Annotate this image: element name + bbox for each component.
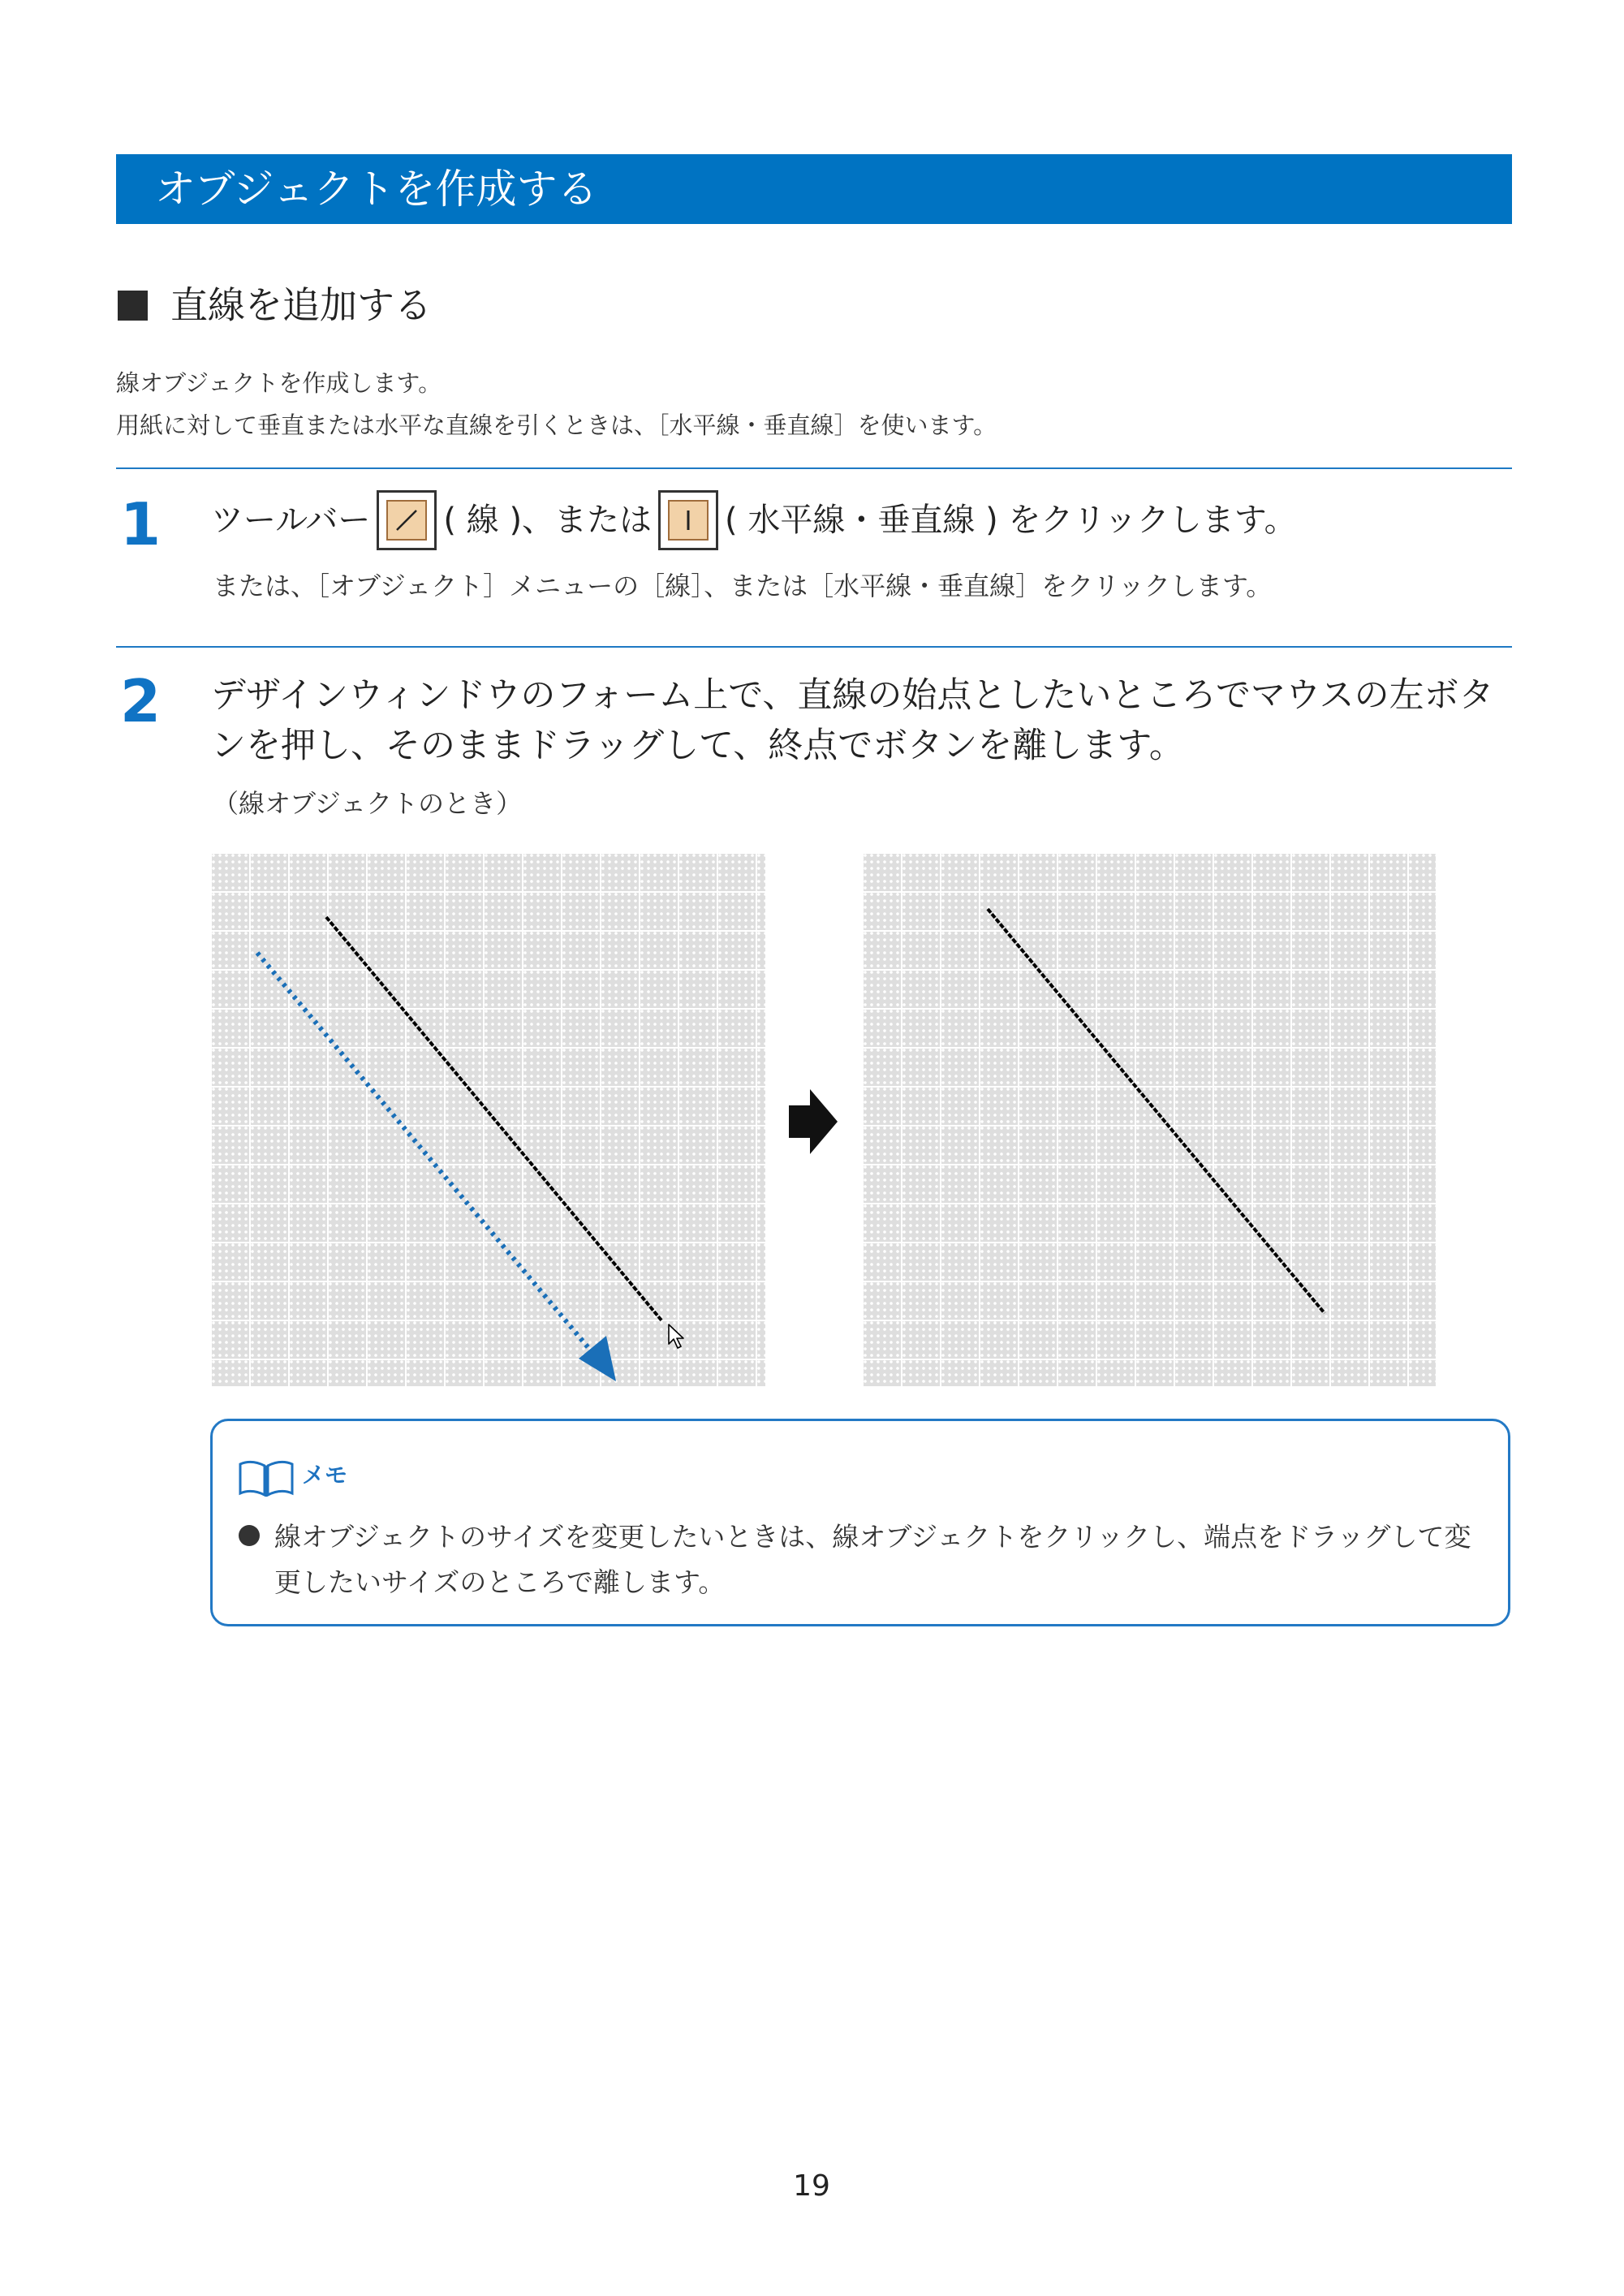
intro-line-2: 用紙に対して垂直または水平な直線を引くときは、［水平線・垂直線］を使います。 (116, 411, 997, 439)
divider (116, 467, 1512, 469)
drag-direction-arrow (257, 953, 598, 1359)
drag-arrow-head (579, 1336, 616, 1381)
step-1-text-line: ( 線 )、または (443, 502, 653, 539)
line-tool-icon (377, 490, 437, 550)
design-window-before (210, 852, 765, 1386)
step-1-text-hv: ( 水平線・垂直線 ) をクリックします。 (725, 502, 1297, 539)
memo-bullet (239, 1525, 260, 1546)
right-arrow-icon (787, 1088, 839, 1156)
open-book-icon (237, 1458, 295, 1500)
step-2-instruction: デザインウィンドウのフォーム上で、直線の始点としたいところでマウスの左ボタンを押し、そのままドラッグして、終点でボタンを離します。 (211, 675, 1494, 766)
page-title: オブジェクトを作成する (155, 166, 598, 213)
intro-line-1: 線オブジェクトを作成します。 (116, 369, 442, 397)
page-header-band (116, 154, 1512, 224)
section-heading: 直線を追加する (170, 283, 432, 327)
step-1-text-toolbar: ツールバー (211, 502, 371, 539)
divider (116, 646, 1512, 648)
horizontal-vertical-line-tool-icon (658, 490, 718, 550)
step-1-subtext: または、［オブジェクト］メニューの［線］、または［水平線・垂直線］をクリックします。 (213, 571, 1273, 601)
step-1-instruction (211, 490, 1297, 550)
figure-caption: （線オブジェクトのとき） (213, 788, 523, 819)
mouse-pointer-icon (669, 1325, 683, 1348)
memo-label: メモ (302, 1462, 348, 1488)
drawn-line-object (988, 909, 1325, 1313)
step-number-2: 2 (120, 667, 162, 735)
page-number: 19 (793, 2169, 830, 2203)
step-number-1: 1 (120, 490, 162, 558)
section-bullet-square (118, 291, 148, 321)
memo-text: 線オブジェクトのサイズを変更したいときは、線オブジェクトをクリックし、端点をドラッグして変更したいサイズのところで離します。 (274, 1521, 1471, 1598)
drawn-line-preview (326, 917, 662, 1321)
design-window-after (862, 852, 1436, 1386)
